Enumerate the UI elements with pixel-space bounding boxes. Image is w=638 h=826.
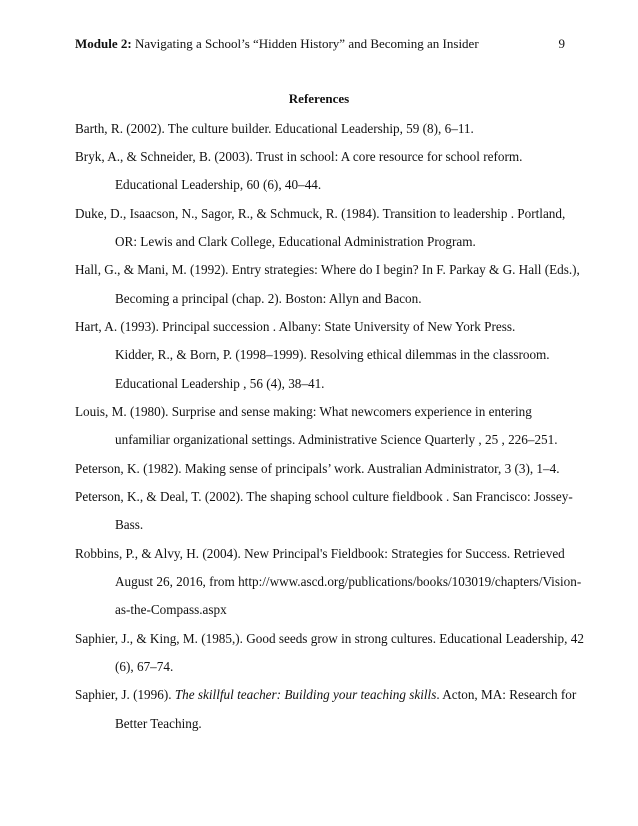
reference-line: Becoming a principal (chap. 2). Boston: Allyn and Bacon.	[115, 291, 422, 306]
reference-line: Peterson, K., & Deal, T. (2002). The shaping school culture fieldbook . San Francisco: Jossey-	[75, 489, 573, 504]
reference-line: Bass.	[115, 517, 144, 532]
reference-line: Bryk, A., & Schneider, B. (2003). Trust in school: A core resource for school reform.	[75, 149, 523, 164]
reference-line: OR: Lewis and Clark College, Educational Administration Program.	[115, 234, 476, 249]
reference-line: Kidder, R., & Born, P. (1998–1999). Resolving ethical dilemmas in the classroom.	[115, 347, 550, 362]
reference-line: Educational Leadership , 56 (4), 38–41.	[115, 376, 325, 391]
reference-line: Better Teaching.	[115, 716, 202, 731]
module-title: Navigating a School’s “Hidden History” and Becoming an Insider	[131, 36, 479, 51]
reference-text: Saphier, J. (1996).	[75, 687, 175, 702]
reference-line: (6), 67–74.	[115, 659, 174, 674]
reference-line: Saphier, J., & King, M. (1985,). Good seeds grow in strong cultures. Educational Leadership, 42	[75, 631, 584, 646]
references-heading: References	[288, 91, 350, 106]
reference-line: August 26, 2016, from http://www.ascd.org/publications/books/103019/chapters/Vision-	[115, 574, 582, 589]
module-label: Module 2:	[75, 36, 132, 51]
reference-line: Educational Leadership, 60 (6), 40–44.	[115, 177, 322, 192]
reference-text: . Acton, MA: Research for	[436, 687, 577, 702]
reference-line: unfamiliar organizational settings. Administrative Science Quarterly , 25 , 226–251.	[115, 432, 558, 447]
reference-line: Duke, D., Isaacson, N., Sagor, R., & Schmuck, R. (1984). Transition to leadership . Portland,	[75, 206, 566, 221]
reference-line	[75, 687, 576, 703]
reference-line: Louis, M. (1980). Surprise and sense making: What newcomers experience in entering	[75, 404, 532, 419]
running-header	[75, 36, 565, 52]
reference-line: Hall, G., & Mani, M. (1992). Entry strategies: Where do I begin? In F. Parkay & G. Hall (Eds.),	[75, 262, 580, 277]
reference-line: Barth, R. (2002). The culture builder. Educational Leadership, 59 (8), 6–11.	[75, 121, 474, 136]
page-number: 9	[558, 36, 565, 51]
reference-line: as-the-Compass.aspx	[115, 602, 227, 617]
reference-line: Peterson, K. (1982). Making sense of principals’ work. Australian Administrator, 3 (3), 1–4.	[75, 461, 560, 476]
reference-line: Robbins, P., & Alvy, H. (2004). New Principal's Fieldbook: Strategies for Success. Retrieved	[75, 546, 565, 561]
book-title: The skillful teacher: Building your teaching skills	[174, 687, 437, 702]
reference-line: Hart, A. (1993). Principal succession . Albany: State University of New York Press.	[75, 319, 516, 334]
running-head-title	[75, 36, 479, 52]
